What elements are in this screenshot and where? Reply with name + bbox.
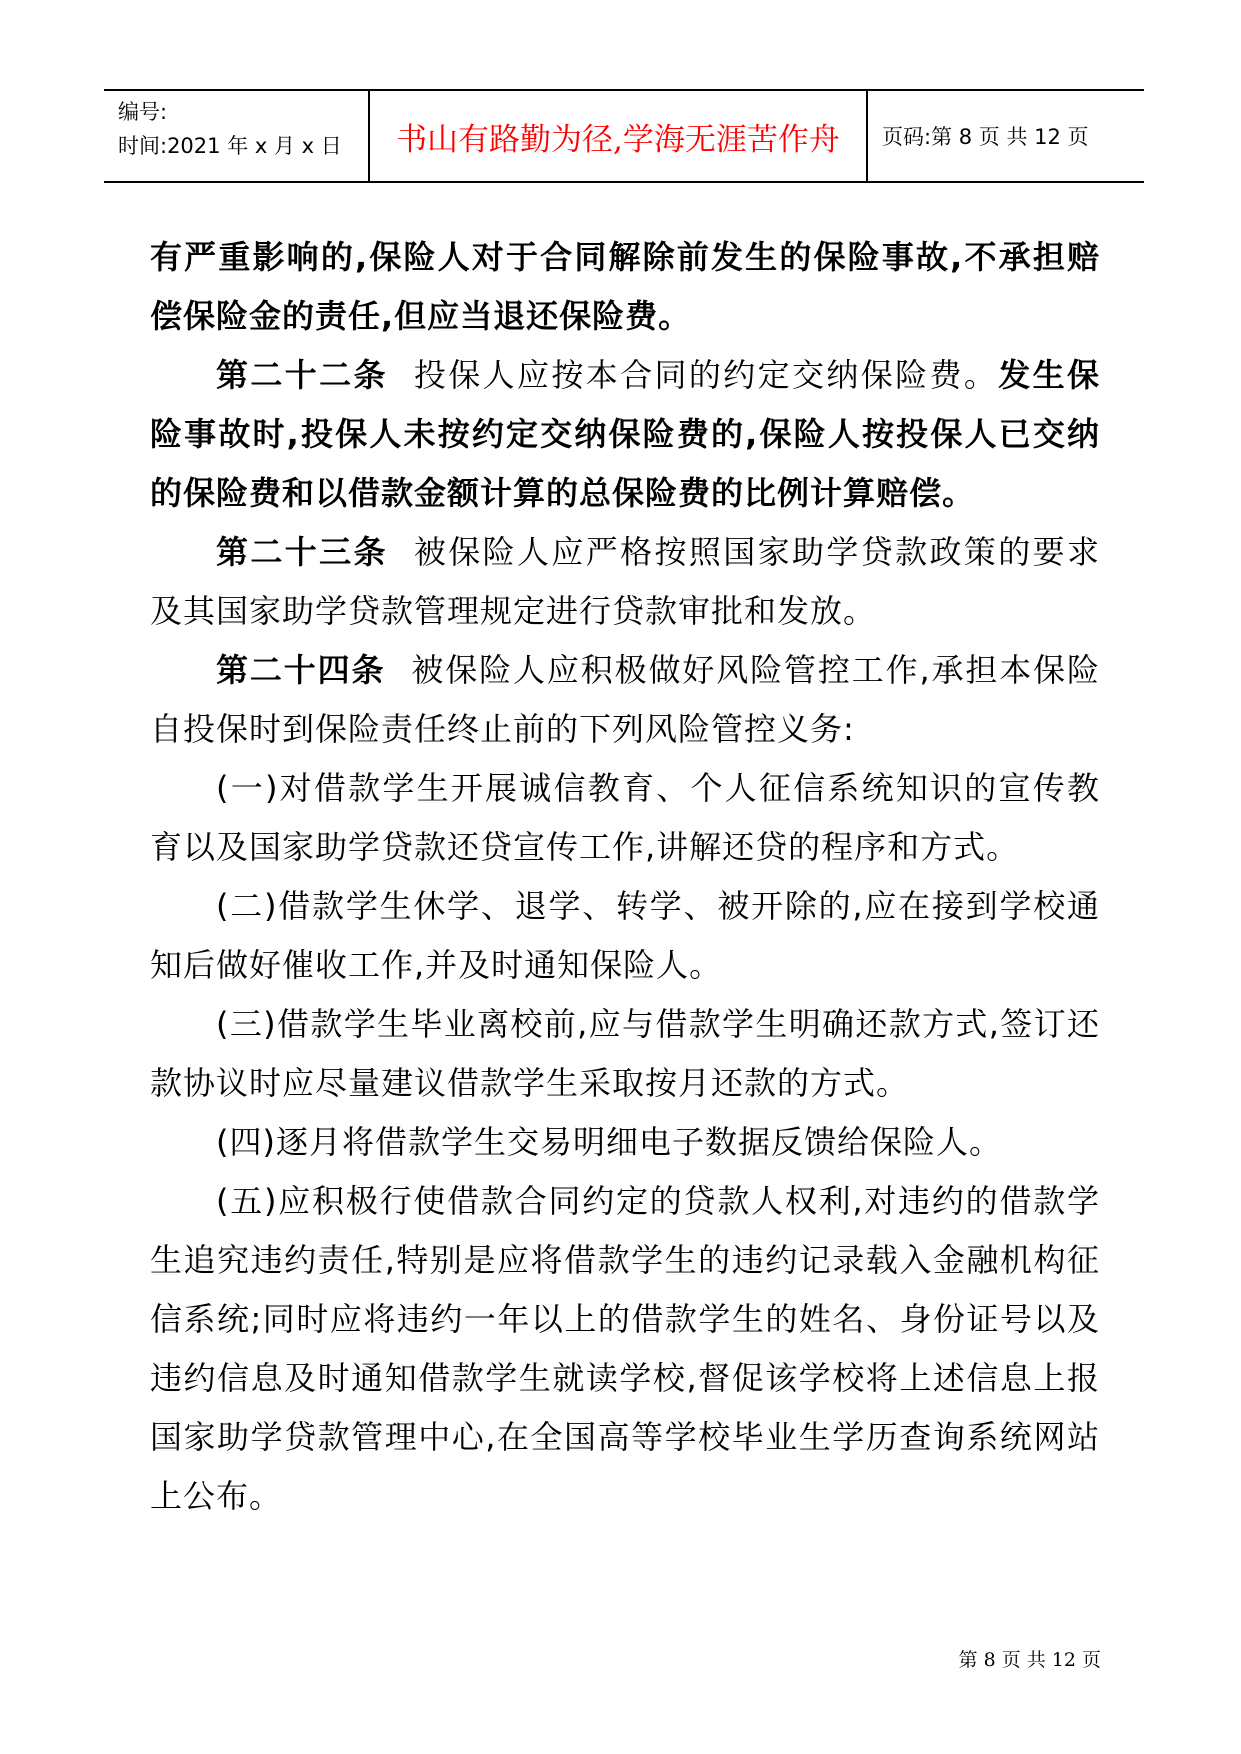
article-text: 投保人应按本合同的约定交纳保险费。 <box>413 356 999 394</box>
number-label: 编号: <box>118 100 168 124</box>
document-header <box>104 89 1144 183</box>
article-text-bold: 发生保险事故时,投保人未按约定交纳保险费的,保险人按投保人已交纳的保险费和以借款金额计算的总保险费的比例计算赔偿。 <box>150 356 1100 512</box>
list-item: (三)借款学生毕业离校前,应与借款学生明确还款方式,签订还款协议时应尽量建议借款学生采取按月还款的方式。 <box>150 1005 1100 1102</box>
header-meta <box>118 95 368 163</box>
paragraph-article-22 <box>150 346 1100 523</box>
article-number: 第二十四条 <box>216 651 386 689</box>
article-number: 第二十二条 <box>216 356 388 394</box>
paragraph-article-24 <box>150 641 1100 759</box>
page-footer: 第 8 页 共 12 页 <box>958 1649 1101 1671</box>
paragraph-continuation: 有严重影响的,保险人对于合同解除前发生的保险事故,不承担赔偿保险金的责任,但应当退还保险费。 <box>150 238 1100 335</box>
header-motto: 书山有路勤为径,学海无涯苦作舟 <box>396 121 840 158</box>
article-text: 被保险人应严格按照国家助学贷款政策的要求及其国家助学贷款管理规定进行贷款审批和发放。 <box>150 533 1100 630</box>
list-item: (四)逐月将借款学生交易明细电子数据反馈给保险人。 <box>216 1123 1002 1161</box>
list-item: (一)对借款学生开展诚信教育、个人征信系统知识的宣传教育以及国家助学贷款还贷宣传工作,讲解还贷的程序和方式。 <box>150 769 1100 866</box>
article-text: 被保险人应积极做好风险管控工作,承担本保险自投保时到保险责任终止前的下列风险管控义务: <box>150 651 1100 748</box>
article-number: 第二十三条 <box>216 533 388 571</box>
header-page-label: 页码:第 8 页 共 12 页 <box>882 125 1089 149</box>
list-item: (二)借款学生休学、退学、转学、被开除的,应在接到学校通知后做好催收工作,并及时通知保险人。 <box>150 887 1100 984</box>
paragraph-article-23 <box>150 523 1100 641</box>
time-label: 时间:2021 年 x 月 x 日 <box>118 134 342 158</box>
list-item: (五)应积极行使借款合同约定的贷款人权利,对违约的借款学生追究违约责任,特别是应将借款学生的违约记录载入金融机构征信系统;同时应将违约一年以上的借款学生的姓名、身份证号以及违约信息及时通知借款学生就读学校,督促该学校将上述信息上报国家助学贷款管理中心,在全国高等学校毕业生学历查询系统网站上公布。 <box>150 1182 1100 1515</box>
document-body <box>150 228 1100 1526</box>
